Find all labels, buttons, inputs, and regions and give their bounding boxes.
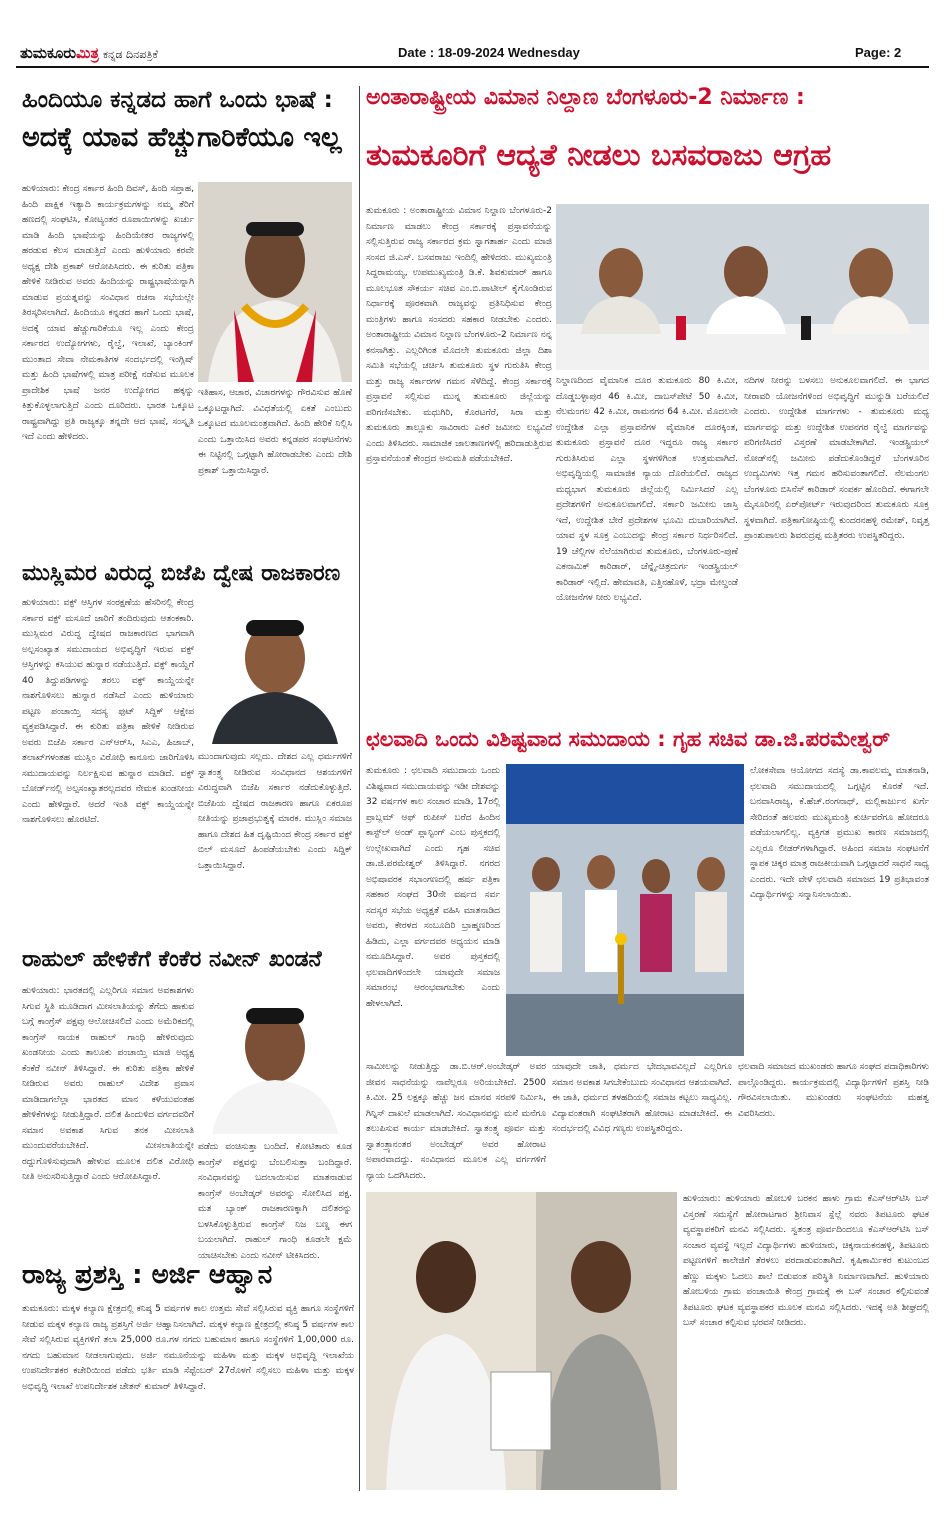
masthead-rule (16, 66, 929, 68)
brand-name: ತುಮಕೂರು (20, 44, 77, 62)
page-number: Page: 2 (855, 45, 902, 60)
rahul-article-body-cont: ಪಡೆದು ವಂಚಿಸುತ್ತಾ ಬಂದಿದೆ. ಕೋಟಿತಾರು ಕೂಡ ಕಾಂಗ್ರೆಸ್ ಪಕ್ಷವನ್ನು ಬೆಂಬಲಿಸುತ್ತಾ ಬಂದಿದ್ದಾರೆ. ಸಂವಿಧಾನವನ್ನು ಬದಲಾಯಿಸುವ ಮಾತನಾಡುವ ಕಾಂಗ್ರೆಸ್ ಅಂಬೇಡ್ಕರ್ ಅವರನ್ನು ಸೋಲಿಸಿದ ಪಕ್ಷ. ಮತ ಬ್ಯಾಂಕ್ ರಾಜಕಾರಣಕ್ಕಾಗಿ ದಲಿತರನ್ನು ಬಳಸಿಕೊಳ್ಳುತ್ತಿರುವ ಕಾಂಗ್ರೆಸ್ ನಿಜ ಬಣ್ಣ ಈಗ ಬಯಲಾಗಿದೆ. ರಾಹುಲ್ ಗಾಂಧಿ ಕೂಡಲೇ ಕ್ಷಮೆ ಯಾಚಿಸಬೇಕು ಎಂದು ನವೀನ್ ಟೀಕಿಸಿದರು. (198, 1142, 352, 1261)
bjp-article-body-cont: ಮುಂದಾಗುವುದು ಸಲ್ಲದು. ದೇಶದ ಎಲ್ಲ ಧರ್ಮಗಳಿಗೆ ಸ್ವಾತಂತ್ರ್ಯ ನೀಡಿರುವ ಸಂವಿಧಾನದ ಆಶಯಗಳಿಗೆ ವಿರುದ್ಧವಾಗಿ ಬಿಜೆಪಿ ಸರ್ಕಾರ ನಡೆದುಕೊಳ್ಳುತ್ತಿದೆ. ಬಿಜೆಪಿಯ ದ್ವೇಷದ ರಾಜಕಾರಣ ಹಾಗೂ ಏಕರೂಪ ನೀತಿಯನ್ನು ಪ್ರಜಾಪ್ರಭುತ್ವಕ್ಕೆ ಮಾರಕ. ಮುಸ್ಲಿಂ ಸಮಾಜ ಹಾಗೂ ದೇಶದ ಹಿತ ದೃಷ್ಟಿಯಿಂದ ಕೇಂದ್ರ ಸರ್ಕಾರ ವಕ್ಫ್ ಬಿಲ್ ಮಸೂದೆ ಹಿಂಪಡೆಯಬೇಕು ಎಂದು ಸಿದ್ದಿಕ್ ಒತ್ತಾಯಿಸಿದ್ದಾರೆ. (198, 752, 352, 871)
rahul-article-body: ಹುಳಿಯಾರು: ಭಾರತದಲ್ಲಿ ಎಲ್ಲರಿಗೂ ಸಮಾನ ಅವಕಾಶಗಳು ಸಿಗುವ ಸ್ಥಿತಿ ಮೂಡಿದಾಗ ಮೀಸಲಾತಿಯನ್ನು ತೆಗೆದು ಹಾಕುವ ಬಗ್ಗೆ ಕಾಂಗ್ರೆಸ್ ಪಕ್ಷವು ಆಲೋಚಿಸಲಿದೆ ಎಂದು ಅಮೆರಿಕದಲ್ಲಿ ಕಾಂಗ್ರೆಸ್ ನಾಯಕ ರಾಹುಲ್ ಗಾಂಧಿ ಹೇಳಿರುವುದು ಖಂಡನೀಯ ಎಂದು ತಾಲೂಕು ಪಂಚಾಯ್ತಿ ಮಾಜಿ ಅಧ್ಯಕ್ಷ ಕೆಂಕೆರೆ ನವೀನ್ ತಿಳಿಸಿದ್ದಾರೆ. ಈ ಕುರಿತು ಪತ್ರಿಕಾ ಹೇಳಿಕೆ ನೀಡಿರುವ ಅವರು ರಾಹುಲ್ ವಿದೇಶ ಪ್ರವಾಸ ಮಾಡಿದಾಗಲೆಲ್ಲಾ ಭಾರತದ ಮಾನ ಕಳೆಯುವಂತಹ ಹೇಳಿಕೆಗಳನ್ನು ನೀಡುತ್ತಿದ್ದಾರೆ. ದಲಿತ ಹಿಂದುಳಿದ ವರ್ಗದವರಿಗೆ ಸಮಾನ ಅವಕಾಶ ಸಿಗುವ ತನಕ ಮೀಸಲಾತಿ ಮುಂದುವರೆಯಬೇಕಿದೆ. ಮೀಸಲಾತಿಯನ್ನೇ ರದ್ದುಗೊಳಿಸುವುದಾಗಿ ಹೇಳುವ ಮೂಲಕ ದಲಿತ ವಿರೋಧಿ ನೀತಿ ಅನುಸರಿಸುತ್ತಿದ್ದಾರೆ ಎಂದು ಆರೋಪಿಸಿದ್ದಾರೆ. (22, 986, 194, 1182)
person-photo-siddiq (198, 596, 352, 744)
chalavadi-article-body-cont: ಲೋಕಸೇವಾ ಆಯೋಗದ ಸದಸ್ಯೆ ಡಾ.ಕಾವಲಮ್ಮ ಮಾತನಾಡಿ, ಛಲವಾದಿ ಸಮುದಾಯದಲ್ಲಿ ಒಗ್ಗಟ್ಟಿನ ಕೊರತೆ ಇದೆ. ಬನವಾಸಿರಾಜ್ಯ, ಕೆ.ಹೆಚ್.ರಂಗನಾಥ್, ಮಲ್ಲಿಕಾರ್ಜುನ ಖರ್ಗೆ ಸೇರಿದಂತೆ ಹಲವರು ಮುಖ್ಯಮಂತ್ರಿ ಕುರ್ಚಿವರೆಗೂ ಹೋದರೂ ಪಡೆಯಲಾಗಲಿಲ್ಲ. ವ್ಯಕ್ತಿಗತ ಪ್ರಮುಖ ಕಾರಣ ಸಮಾಜದಲ್ಲಿ ಎಲ್ಲರೂ ಲೀಡರ್‌ಗಳಾಗಿದ್ದಾರೆ. ಅಹಿಂದ ಸಮಾಜ ಸಂಘಟನೆಗೆ ಸ್ಥಾಪಕ ಚಿಕ್ಕರ ಮಾತ್ರ ರಾಜಕೀಯವಾಗಿ ಒಗ್ಗಟ್ಟಾದರೆ ಸಾಧನೆ ಸಾಧ್ಯ ಎಂದರು. ಇದೇ ವೇಳೆ ಛಲವಾದಿ ಸಮಾಜದ 19 ಪ್ರತಿಭಾವಂತ ವಿದ್ಯಾರ್ಥಿಗಳನ್ನು ಸನ್ಮಾನಿಸಲಾಯಿತು. (750, 766, 929, 900)
airport-article-body: ತುಮಕೂರು : ಅಂತಾರಾಷ್ಟ್ರೀಯ ವಿಮಾನ ನಿಲ್ದಾಣ ಬೆಂಗಳೂರು-2 ನಿರ್ಮಾಣ ಮಾಡಲು ಕೇಂದ್ರ ಸರ್ಕಾರಕ್ಕೆ ಪ್ರಸ್ತಾವನೆಯನ್ನು ಸಲ್ಲಿಸುತ್ತಿರುವ ರಾಜ್ಯ ಸರ್ಕಾರದ ಕ್ರಮ ಸ್ವಾಗತಾರ್ಹ ಎಂದು ಮಾಜಿ ಸಂಸದ ಜಿ.ಎಸ್. ಬಸವರಾಜು ಇಂದಿಲ್ಲಿ ಹೇಳಿದರು. ಮುಖ್ಯಮಂತ್ರಿ ಸಿದ್ದರಾಮಯ್ಯ, ಉಪಮುಖ್ಯಮಂತ್ರಿ ಡಿ.ಕೆ. ಶಿವಕುಮಾರ್ ಹಾಗೂ ಮೂಲಭೂತ ಸೌಕರ್ಯ ಸಚಿವ ಎಂ.ಬಿ.ಪಾಟೀಲ್ ಕೈಗೊಂಡಿರುವ ನಿರ್ಧಾರಕ್ಕೆ ಪೂರಕವಾಗಿ ರಾಜ್ಯವನ್ನು ಪ್ರತಿನಿಧಿಸುವ ಕೇಂದ್ರ ಮಂತ್ರಿಗಳು ಹಾಗೂ ಸಂಸದರು ಸಹಕಾರ ನೀಡಬೇಕು ಎಂದರು. ಅಂತಾರಾಷ್ಟ್ರೀಯ ವಿಮಾನ ನಿಲ್ದಾಣ ಬೆಂಗಳೂರು-2 ನಿರ್ಮಾಣ ನನ್ನ ಕನಸಾಗಿತ್ತು. ಎಲ್ಲರಿಗಿಂತ ಮೊದಲೇ ತುಮಕೂರು ಜಿಲ್ಲಾ ದಿಶಾ ಸಮಿತಿ ಸಭೆಯಲ್ಲಿ ಚರ್ಚಿಸಿ ತುಮಕೂರು ಸ್ಥಳ ಗುರುತಿಸಿ ಕೇಂದ್ರ ಮತ್ತು ರಾಜ್ಯ ಸರ್ಕಾರಗಳ ಗಮನ ಸೆಳೆದಿದ್ದೆ. ಕೇಂದ್ರ ಸರ್ಕಾರಕ್ಕೆ ಪ್ರಸ್ತಾವನೆ ಸಲ್ಲಿಸುವ ಮುನ್ನ ತುಮಕೂರು ಜಿಲ್ಲೆಯನ್ನು ಪರಿಗಣಿಸಬೇಕು. ಮಧುಗಿರಿ, ಕೊರಟಗೆರೆ, ಸಿರಾ ಮತ್ತು ತುಮಕೂರು ತಾಲ್ಲೂಕು ಸಾವಿರಾರು ಎಕರೆ ಜಮೀನು ಲಭ್ಯವಿದೆ ಎಂದು ತಿಳಿಸಿದರು. ಸಾಮಾಜಿಕ ಜಾಲತಾಣಗಳಲ್ಲಿ ಹರಿದಾಡುತ್ತಿರುವ ಪ್ರಸ್ತಾವನೆಯಂತೆ ಕೇಂದ್ರದ ಅನುಮತಿ ಪಡೆಯಬೇಕಿದೆ. (366, 206, 552, 464)
portrait-image (198, 182, 352, 382)
hindi-headline-1: ಹಿಂದಿಯೂ ಕನ್ನಡದ ಹಾಗೆ ಒಂದು ಭಾಷೆ : (22, 87, 333, 113)
brand-name-accent: ಮಿತ್ರ (76, 44, 99, 62)
person-photo-desi-prakash (198, 182, 352, 382)
event-photo (506, 764, 744, 1056)
portrait-image (198, 984, 352, 1134)
airport-headline-1: ಅಂತಾರಾಷ್ಟ್ರೀಯ ವಿಮಾನ ನಿಲ್ದಾಣ ಬೆಂಗಳೂರು-2 ನಿರ್ಮಾಣ : (366, 85, 805, 110)
bjp-headline: ಮುಸ್ಲಿಮರ ವಿರುದ್ಧ ಬಿಜೆಪಿ ದ್ವೇಷ ರಾಜಕಾರಣ (22, 561, 341, 586)
event-image (506, 764, 744, 1056)
memorandum-photo (366, 1192, 677, 1490)
airport-article-body-col3: ನದಿಗಳ ನೀರನ್ನು ಬಳಸಲು ಅನುಕೂಲವಾಗಲಿದೆ. ಈ ಭಾಗದ ನೀರಾವರಿ ಯೋಜನೆಗಳಿಂದ ಅಭಿವೃದ್ಧಿಗೆ ಮುನ್ನುಡಿ ಬರೆಯಲಿದೆ ಎಂದರು. ಉದ್ದೇಶಿತ ಮಾರ್ಗಗಳು - ತುಮಕೂರು ಮಧ್ಯ ಮಾರ್ಗವನ್ನು ಮತ್ತು ಉದ್ದೇಶಿತ ಉಪನಗರ ರೈಲ್ವೆ ಮಾರ್ಗವನ್ನು ಪರಿಗಣಿಸಿದರೆ ವಿಸ್ತರಣೆ ಮಾಡಬೇಕಾಗಿದೆ. ಇಂಡಸ್ಟ್ರಿಯಲ್ ನೋಡ್‌ನಲ್ಲಿ ಜಮೀನು ಪಡೆದುಕೊಂಡಿದ್ದರೆ ಬೆಂಗಳೂರಿನ ಉದ್ಯಮಿಗಳು ಇತ್ತ ಗಮನ ಹರಿಸುವಂತಾಗಲಿದೆ. ನೆಲಮಂಗಲ ಬೆಂಗಳೂರು ಬಿಸಿನೆಸ್ ಕಾರಿಡಾರ್ ಸಂಪರ್ಕ ಹೊಂದಿದೆ. ಈಗಾಗಲೇ ಮೈಸೂರಿನಲ್ಲಿ ಏರ್‌ಪೋರ್ಟ್ ಇರುವುದರಿಂದ ತುಮಕೂರು ಸೂಕ್ತ ಸ್ಥಳವಾಗಿದೆ. ಪತ್ರಿಕಾಗೋಷ್ಠಿಯಲ್ಲಿ ಕುಂದರನಹಳ್ಳಿ ರಮೇಶ್, ನಿವೃತ್ತ ಪ್ರಾಂಶುಪಾಲರು ಶಿವರುದ್ರಪ್ಪ ಮತ್ತಿತರರು ಉಪಸ್ಥಿತರಿದ್ದರು. (744, 376, 929, 541)
column-divider (359, 86, 360, 1491)
memorandum-image (366, 1192, 677, 1490)
rahul-headline: ರಾಹುಲ್ ಹೇಳಿಕೆಗೆ ಕೆಂಕೆರ ನವೀನ್ ಖಂಡನೆ (22, 947, 322, 972)
person-photo-naveen (198, 984, 352, 1134)
masthead-brand (20, 44, 158, 62)
chalavadi-article-body-col1: ಸಾಮೀಲನ್ನು ನೀಡುತ್ತಿದ್ದು ಡಾ.ಬಿ.ಆರ್.ಅಂಬೇಡ್ಕರ್ ಅವರ ಜೀವನ ಸಾಧನೆಯನ್ನು ನಾವೆಲ್ಲರೂ ಅರಿಯಬೇಕಿದೆ. 2500 ಕಿ.ಮೀ. 25 ಲಕ್ಷಕ್ಕೂ ಹೆಚ್ಚು ಜನ ಮಾನವ ಸರಪಳಿ ನಿರ್ಮಿಸಿ, ಗಿನ್ನಿಸ್ ದಾಖಲೆ ಮಾಡಲಾಗಿದೆ. ಸಂವಿಧಾನವನ್ನು ಮನೆ ಮನೆಗೂ ತಲುಪಿಸುವ ಕಾರ್ಯ ಮಾಡಬೇಕಿದೆ. ಸ್ವಾತಂತ್ರ್ಯ ಪೂರ್ವ ಮತ್ತು ಸ್ವಾತಂತ್ರ್ಯಾನಂತರ ಅಂಬೇಡ್ಕರ್ ಅವರ ಹೋರಾಟ ಅಪಾರವಾದದ್ದು. ಸಂವಿಧಾನದ ಮೂಲಕ ಎಲ್ಲ ವರ್ಗಗಳಿಗೆ ನ್ಯಾಯ ಒದಗಿಸಿದರು. (366, 1062, 546, 1181)
hindi-headline-2: ಅದಕ್ಕೆ ಯಾವ ಹೆಚ್ಚುಗಾರಿಕೆಯೂ ಇಲ್ಲ (22, 122, 342, 153)
issue-date: Date : 18-09-2024 Wednesday (398, 45, 580, 60)
chalavadi-article-body-col3: ಛಲವಾದಿ ಸಮಾಜದ ಮುಖಂಡರು ಹಾಗೂ ಸಂಘದ ಪದಾಧಿಕಾರಿಗಳು ಪಾಲ್ಗೊಂಡಿದ್ದರು. ಕಾರ್ಯಕ್ರಮದಲ್ಲಿ ವಿದ್ಯಾರ್ಥಿಗಳಿಗೆ ಪ್ರಶಸ್ತಿ ನೀಡಿ ಗೌರವಿಸಲಾಯಿತು. ಮುಖಂಡರು ಸಂಘಟನೆಯ ಮಹತ್ವ ವಿವರಿಸಿದರು. (738, 1062, 930, 1119)
award-article-body: ತುಮಕೂರು: ಮಕ್ಕಳ ಕಲ್ಯಾಣ ಕ್ಷೇತ್ರದಲ್ಲಿ ಕನಿಷ್ಠ 5 ವರ್ಷಗಳ ಕಾಲ ಉತ್ತಮ ಸೇವೆ ಸಲ್ಲಿಸಿರುವ ವ್ಯಕ್ತಿ ಹಾಗೂ ಸಂಸ್ಥೆಗಳಿಗೆ ನೀಡುವ ಮಕ್ಕಳ ಕಲ್ಯಾಣ ರಾಜ್ಯ ಪ್ರಶಸ್ತಿಗೆ ಅರ್ಜಿ ಆಹ್ವಾನಿಸಲಾಗಿದೆ. ಮಕ್ಕಳ ಕಲ್ಯಾಣ ಕ್ಷೇತ್ರದಲ್ಲಿ ಕನಿಷ್ಠ 5 ವರ್ಷಗಳ ಕಾಲ ಸೇವೆ ಸಲ್ಲಿಸಿರುವ ವ್ಯಕ್ತಿಗಳಿಗೆ ತಲಾ 25,000 ರೂ.ಗಳ ನಗದು ಬಹುಮಾನ ಹಾಗೂ ಸಂಸ್ಥೆಗಳಿಗೆ 1,00,000 ರೂ. ನಗದು ಬಹುಮಾನ ನೀಡಲಾಗುವುದು. ಅರ್ಜಿ ನಮೂನೆಯನ್ನು ಮಹಿಳಾ ಮತ್ತು ಮಕ್ಕಳ ಅಭಿವೃದ್ಧಿ ಇಲಾಖೆಯ ಉಪನಿರ್ದೇಶಕರ ಕಚೇರಿಯಿಂದ ಪಡೆದು ಭರ್ತಿ ಮಾಡಿ ಸೆಪ್ಟೆಂಬರ್ 27ರೊಳಗೆ ಸಲ್ಲಿಸಲು ಮಹಿಳಾ ಮತ್ತು ಮಕ್ಕಳ ಅಭಿವೃದ್ಧಿ ಇಲಾಖೆ ಉಪನಿರ್ದೇಶಕ ಚೇತನ್ ಕುಮಾರ್ ತಿಳಿಸಿದ್ದಾರೆ. (22, 1304, 354, 1392)
airport-headline-2: ತುಮಕೂರಿಗೆ ಆದ್ಯತೆ ನೀಡಲು ಬಸವರಾಜು ಆಗ್ರಹ (366, 138, 832, 173)
chalavadi-article-body-col2: ಯಾವುದೇ ಜಾತಿ, ಧರ್ಮದ ಭೇದಭಾವವಿಲ್ಲದೆ ಎಲ್ಲರಿಗೂ ಸಮಾನ ಅವಕಾಶ ಸಿಗಬೇಕೆಂಬುದು ಸಂವಿಧಾನದ ಆಶಯವಾಗಿದೆ. ಈ ಜಾತಿ, ಧರ್ಮದ ತಳಹದಿಯಲ್ಲಿ ಸಮಾಜ ಕಟ್ಟಲು ಸಾಧ್ಯವಿಲ್ಲ. ವಿದ್ಯಾವಂತರಾಗಿ ಸಂಘಟಿತರಾಗಿ ಹೋರಾಟ ಮಾಡಬೇಕಿದೆ. ಈ ಸಂದರ್ಭದಲ್ಲಿ ವಿವಿಧ ಗಣ್ಯರು ಉಪಸ್ಥಿತರಿದ್ದರು. (552, 1062, 732, 1134)
hindi-article-body: ಹುಳಿಯಾರು: ಕೇಂದ್ರ ಸರ್ಕಾರ ಹಿಂದಿ ದಿವಸ್, ಹಿಂದಿ ಸಪ್ತಾಹ, ಹಿಂದಿ ಪಾಕ್ಷಿಕ ಇತ್ಯಾದಿ ಕಾರ್ಯಕ್ರಮಗಳನ್ನು ನಮ್ಮ ತೆರಿಗೆ ಹಣದಲ್ಲಿ ಸಂಘಟಿಸಿ, ಕೋಟ್ಯಂತರ ರೂಪಾಯಿಗಳನ್ನು ಖರ್ಚು ಮಾಡಿ ಹಿಂದಿ ಭಾಷೆಯನ್ನು ಹಿಂದಿಯೇತರ ರಾಜ್ಯಗಳಲ್ಲಿ ಹರಡುವ ಕೆಲಸ ಮಾಡುತ್ತಿದೆ ಎಂದು ಹುಳಿಯಾರು ಕರವೇ ಅಧ್ಯಕ್ಷ ದೇಶಿ ಪ್ರಕಾಶ್ ಆರೋಪಿಸಿದರು. ಈ ಕುರಿತು ಪತ್ರಿಕಾ ಹೇಳಿಕೆ ನೀಡಿರುವ ಅವರು ಹಿಂದಿಯನ್ನು ರಾಷ್ಟ್ರಭಾಷೆಯನ್ನಾಗಿ ಮಾಡುವ ಪ್ರಯತ್ನವನ್ನು ಸಂವಿಧಾನ ರಚನಾ ಸಭೆಯಲ್ಲೇ ತಿರಸ್ಕರಿಸಲಾಗಿದೆ. ಹಿಂದಿಯೂ ಕನ್ನಡದ ಹಾಗೆ ಒಂದು ಭಾಷೆ, ಅದಕ್ಕೆ ಯಾವ ಹೆಚ್ಚುಗಾರಿಕೆಯೂ ಇಲ್ಲ ಎಂದು ಕೇಂದ್ರ ಸರ್ಕಾರದ ಉದ್ಯೋಗಗಳು, ರೈಲ್ವೆ, ಇಲಾಖೆ, ಬ್ಯಾಂಕಿಂಗ್ ಮುಂತಾದ ಸೇವಾ ನೇಮಕಾತಿಗಳ ಸಂದರ್ಭದಲ್ಲಿ ಇಂಗ್ಲಿಷ್ ಮತ್ತು ಹಿಂದಿ ಭಾಷೆಗಳಲ್ಲಿ ಮಾತ್ರ ಪರೀಕ್ಷೆ ನಡೆಸುವ ಮೂಲಕ ಪ್ರಾದೇಶಿಕ ಭಾಷೆ ಜನರ ಉದ್ಯೋಗದ ಹಕ್ಕನ್ನು ಕಿತ್ತುಕೊಳ್ಳಲಾಗುತ್ತಿದೆ ಎಂದು ದೂರಿದರು. ಭಾರತ ಒಕ್ಕೂಟ ರಾಷ್ಟ್ರವಾಗಿದ್ದು ಪ್ರತಿ ರಾಜ್ಯಕ್ಕೂ ತನ್ನದೇ ಆದ ಭಾಷೆ, ಸಂಸ್ಕೃತಿ ಇದೆ ಎಂದು ಹೇಳಿದರು. (22, 184, 194, 442)
press-meet-photo (556, 204, 929, 370)
bus-article-body: ಹುಳಿಯಾರು: ಹುಳಿಯಾರು ಹೋಬಳಿ ಬರಕನ ಹಾಳು ಗ್ರಾಮ ಕೆಎಸ್‌ಆರ್‌ಟಿಸಿ ಬಸ್ ವಿಸ್ತರಣೆ ಸಮಸ್ಯೆಗೆ ಹೋರಾಟಗಾರ ಶ್ರೀನಿವಾಸ ಸ್ಪೆಲ್ಲೆ ನವರು ತಿಪಟೂರು ಘಟಕ ವ್ಯವಸ್ಥಾಪಕರಿಗೆ ಮನವಿ ಸಲ್ಲಿಸಿದರು. ಸ್ವತಂತ್ರ ಪೂರ್ವದಿಂದಲೂ ಕೆಎಸ್‌ಆರ್‌ಟಿಸಿ ಬಸ್ ಸಂಚಾರ ವ್ಯವಸ್ಥೆ ಇಲ್ಲದೆ ವಿದ್ಯಾರ್ಥಿಗಳು ಹುಳಿಯಾರು, ಚಿಕ್ಕನಾಯಕನಹಳ್ಳಿ, ತಿಪಟೂರು ಪಟ್ಟಣಗಳಿಗೆ ಕಾಲೇಜಿಗೆ ತೆರಳಲು ಪರದಾಡುವಂತಾಗಿದೆ. ಕೃಷಿಕಾರ್ಮಿಕರ ಕುಟುಂಬದ ಹೆಣ್ಣು ಮಕ್ಕಳು ಓದಲು ಶಾಲೆ ಬಿಡುವಂತ ಪರಿಸ್ಥಿತಿ ನಿರ್ಮಾಣವಾಗಿದೆ. ಹುಳಿಯಾರು ಹೋಬಳಿಯ ಗ್ರಾಮ ಪಂಚಾಯಿತಿ ಕೇಂದ್ರ ಗ್ರಾಮಕ್ಕೆ ಈ ಬಸ್ ಸಂಚಾರ ಕಲ್ಪಿಸುವಂತೆ ತಿಪಟೂರು ಘಟಕ ವ್ಯವಸ್ಥಾಪಕರ ಮೂಲಕ ಮನವಿ ಸಲ್ಲಿಸಿದರು. ಇದಕ್ಕೆ ಅತಿ ಶೀಘ್ರದಲ್ಲಿ ಬಸ್ ಸಂಚಾರ ಕಲ್ಪಿಸುವ ಭರವಸೆ ನೀಡಿದರು. (683, 1194, 929, 1328)
hindi-article-body-cont: ಇತಿಹಾಸ, ಆಚಾರ, ವಿಚಾರಗಳನ್ನು ಗೌರವಿಸುವ ಹೊಣೆ ಒಕ್ಕೂಟದ್ದಾಗಿದೆ. ವಿವಿಧತೆಯಲ್ಲಿ ಏಕತೆ ಎಂಬುದು ಒಕ್ಕೂಟದ ಮೂಲಮಂತ್ರವಾಗಿದೆ. ಹಿಂದಿ ಹೇರಿಕೆ ನಿಲ್ಲಿಸಿ ಎಂದು ಒತ್ತಾಯಿಸಿದ ಅವರು ಕನ್ನಡಪರ ಸಂಘಟನೆಗಳು ಈ ನಿಟ್ಟಿನಲ್ಲಿ ಒಗ್ಗಟ್ಟಾಗಿ ಹೋರಾಡಬೇಕು ಎಂದು ದೇಶಿ ಪ್ರಕಾಶ್ ಒತ್ತಾಯಿಸಿದ್ದಾರೆ. (198, 388, 352, 476)
portrait-image (198, 596, 352, 744)
airport-article-body-col2: ನಿಲ್ದಾಣದಿಂದ ವೈಮಾನಿಕ ದೂರ ತುಮಕೂರು 80 ಕಿ.ಮೀ, ದೊಡ್ಡಬಳ್ಳಾಪುರ 46 ಕಿ.ಮೀ, ದಾಬಸ್‌ಪೇಟೆ 50 ಕಿ.ಮೀ, ನೆಲಮಂಗಲ 42 ಕಿ.ಮೀ, ರಾಮನಗರ 64 ಕಿ.ಮೀ. ಮೊದಲನೇ ಉದ್ದೇಶಿತ ಎಲ್ಲಾ ಪ್ರಸ್ತಾವನೆಗಳ ವೈಮಾನಿಕ ದೂರಕ್ಕಿಂತ, ತುಮಕೂರು ಪ್ರಸ್ತಾವನೆ ದೂರ ಇದ್ದರೂ ರಾಜ್ಯ ಸರ್ಕಾರ ಗುರುತಿಸಿರುವ ಎಲ್ಲಾ ಸ್ಥಳಗಳಿಗಿಂತ ಉತ್ತಮವಾಗಿದೆ. ಅಭಿವೃದ್ಧಿಯಲ್ಲಿ ಸಾಮಾಜಿಕ ನ್ಯಾಯ ದೊರೆಯಲಿದೆ. ರಾಜ್ಯದ ಮಧ್ಯಭಾಗ ತುಮಕೂರು ಜಿಲ್ಲೆಯಲ್ಲಿ ನಿರ್ಮಿಸಿದರೆ ಎಲ್ಲ ಪ್ರದೇಶಗಳಿಗೆ ಅನುಕೂಲವಾಗಲಿದೆ. ಸರ್ಕಾರಿ ಜಮೀನು ಜಾಸ್ತಿ ಇದೆ, ಉದ್ದೇಶಿತ ಬೇರೆ ಪ್ರದೇಶಗಳ ಭೂಮಿ ದುಬಾರಿಯಾಗಿದೆ. ಯಾವ ಸ್ಥಳ ಸೂಕ್ತ ಎಂಬುದನ್ನು ಕೇಂದ್ರ ಸರ್ಕಾರ ನಿರ್ಧರಿಸಲಿದೆ. 19 ಚೆಲ್ಲಿಗಳ ನೆಲೆಯಾಗಿರುವ ತುಮಕೂರು, ಬೆಂಗಳೂರು-ಪುಣೆ ಎಕನಾಮಿಕ್ ಕಾರಿಡಾರ್, ಚೆನ್ನೈ-ಚಿತ್ರದುರ್ಗ ಇಂಡಸ್ಟ್ರಿಯಲ್ ಕಾರಿಡಾರ್ ಇಲ್ಲಿದೆ. ಹೇಮಾವತಿ, ಎತ್ತಿನಹೊಳೆ, ಭದ್ರಾ ಮೇಲ್ದಂಡೆ ಯೋಜನೆಗಳ ನೀರು ಲಭ್ಯವಿದೆ. (556, 376, 738, 603)
chalavadi-headline: ಛಲವಾದಿ ಒಂದು ವಿಶಿಷ್ಟವಾದ ಸಮುದಾಯ : ಗೃಹ ಸಚಿವ ಡಾ.ಜಿ.ಪರಮೇಶ್ವರ್ (366, 727, 891, 751)
press-meet-image (556, 204, 929, 370)
chalavadi-article-body: ತುಮಕೂರು : ಛಲವಾದಿ ಸಮುದಾಯ ಒಂದು ವಿಶಿಷ್ಟವಾದ ಸಮುದಾಯವನ್ನು ಇಡೀ ದೇಶವನ್ನು 32 ವರ್ಷಗಳ ಕಾಲ ಸಂಚಾರ ಮಾಡಿ, 17ರಲ್ಲಿ ಪ್ರಾಬ್ಲಮ್ ಆಫ್ ರುಪೀಸ್ ಬರೆದ ಹಿಂದಿನ ಕಾಸ್ಟ್‌ಲ್ ಅಂಡ್ ಪ್ಲಾನ್ಟಿಂಗ್ ಎಂಬ ಪುಸ್ತಕದಲ್ಲಿ ಉಲ್ಲೇಖವಾಗಿದೆ ಎಂದು ಗೃಹ ಸಚಿವ ಡಾ.ಜಿ.ಪರಮೇಶ್ವರ್ ತಿಳಿಸಿದ್ದಾರೆ. ನಗರದ ಅಭಿಷಾವರಕ ಸಭಾಂಗಣದಲ್ಲಿ ಹರ್ಷ ಪತ್ರಿಕಾ ಸಹಕಾರ ಸಂಘದ 30ನೇ ವರ್ಷದ ಸರ್ವ ಸದಸ್ಯರ ಸಭೆಯ ಅಧ್ಯಕ್ಷತೆ ವಹಿಸಿ ಮಾತನಾಡಿದ ಅವರು, ಕೇರಳದ ಸಂಬೂದಿರಿ ಬ್ರಾಹ್ಮಣರಿಂದ ಹಿಡಿದು, ಎಲ್ಲಾ ವರ್ಗದವರ ಅಧ್ಯಯನ ಮಾಡಿ ನಮೂದಿಸಿದ್ದಾರೆ. ಅವರ ಪುಸ್ತಕದಲ್ಲಿ ಛಲವಾದಿಗಳಿಂದಲೇ ಯಾವುದೇ ಸಮಾಜ ಸಮಾರಂಭ ಆರಂಭವಾಗಬೇಕು ಎಂದು ಹೇಳಲಾಗಿದೆ. (366, 766, 500, 1009)
brand-tagline: ಕನ್ನಡ ದಿನಪತ್ರಿಕೆ (102, 48, 158, 61)
bjp-article-body: ಹುಳಿಯಾರು: ವಕ್ಫ್ ಆಸ್ತಿಗಳ ಸಂರಕ್ಷಣೆಯ ಹೆಸರಿನಲ್ಲಿ ಕೇಂದ್ರ ಸರ್ಕಾರ ವಕ್ಫ್ ಮಸೂದೆ ಜಾರಿಗೆ ತಂದಿರುವುದು ಆತಂಕಕಾರಿ. ಮುಸ್ಲಿಮರ ವಿರುದ್ಧ ದ್ವೇಷದ ರಾಜಕಾರಣದ ಭಾಗವಾಗಿ ಅಲ್ಪಸಂಖ್ಯಾತ ಸಮುದಾಯದ ಅಭಿವೃದ್ಧಿಗೆ ಇರುವ ವಕ್ಫ್ ಆಸ್ತಿಗಳನ್ನು ಕಸಿಯುವ ಹುನ್ನಾರ ನಡೆಯುತ್ತಿದೆ. ವಕ್ಫ್ ಕಾಯ್ದೆಗೆ 40 ತಿದ್ದುಪಡಿಗಳನ್ನು ತರಲು ವಕ್ಫ್ ಕಾಯ್ದೆಯನ್ನೇ ನಾಶಗೊಳಿಸಲು ಹುನ್ನಾರ ನಡೆಸಿದೆ ಎಂದು ಹುಳಿಯಾರು ಪಟ್ಟಣ ಪಂಚಾಯ್ತಿ ಸದಸ್ಯ ಫುಟ್ ಸಿದ್ದಿಕ್ ಆಕ್ಷೇಪ ವ್ಯಕ್ತಪಡಿಸಿದ್ದಾರೆ. ಈ ಕುರಿತು ಪತ್ರಿಕಾ ಹೇಳಿಕೆ ನೀಡಿರುವ ಅವರು ಬಿಜೆಪಿ ಸರ್ಕಾರ ಎನ್‌ಆರ್‌ಸಿ, ಸಿಎಎ, ಹಿಜಾಬ್, ತಲಾಖ್‌ಗಳಂತಹ ಮುಸ್ಲಿಂ ವಿರೋಧಿ ಕಾನೂನು ಜಾರಿಗೊಳಿಸಿ ಸಮುದಾಯವನ್ನು ನಿರ್ಲಕ್ಷಿಸುವ ಹುನ್ನಾರ ಮಾಡಿದೆ. ವಕ್ಫ್ ಬೋರ್ಡ್‌ನಲ್ಲಿ ಅಲ್ಪಸಂಖ್ಯಾತರಲ್ಲದವರ ನೇಮಕ ಖಂಡನೀಯ ಎಂದು ಹೇಳಿದ್ದಾರೆ. ಆದರೆ ಇಂತಿ ವಕ್ಫ್ ಕಾಯ್ದೆಯನ್ನೇ ನಾಶಗೊಳಿಸಲು ಹೊರಟಿದೆ. (22, 598, 194, 825)
award-headline: ರಾಜ್ಯ ಪ್ರಶಸ್ತಿ : ಅರ್ಜಿ ಆಹ್ವಾನ (22, 1260, 273, 1290)
